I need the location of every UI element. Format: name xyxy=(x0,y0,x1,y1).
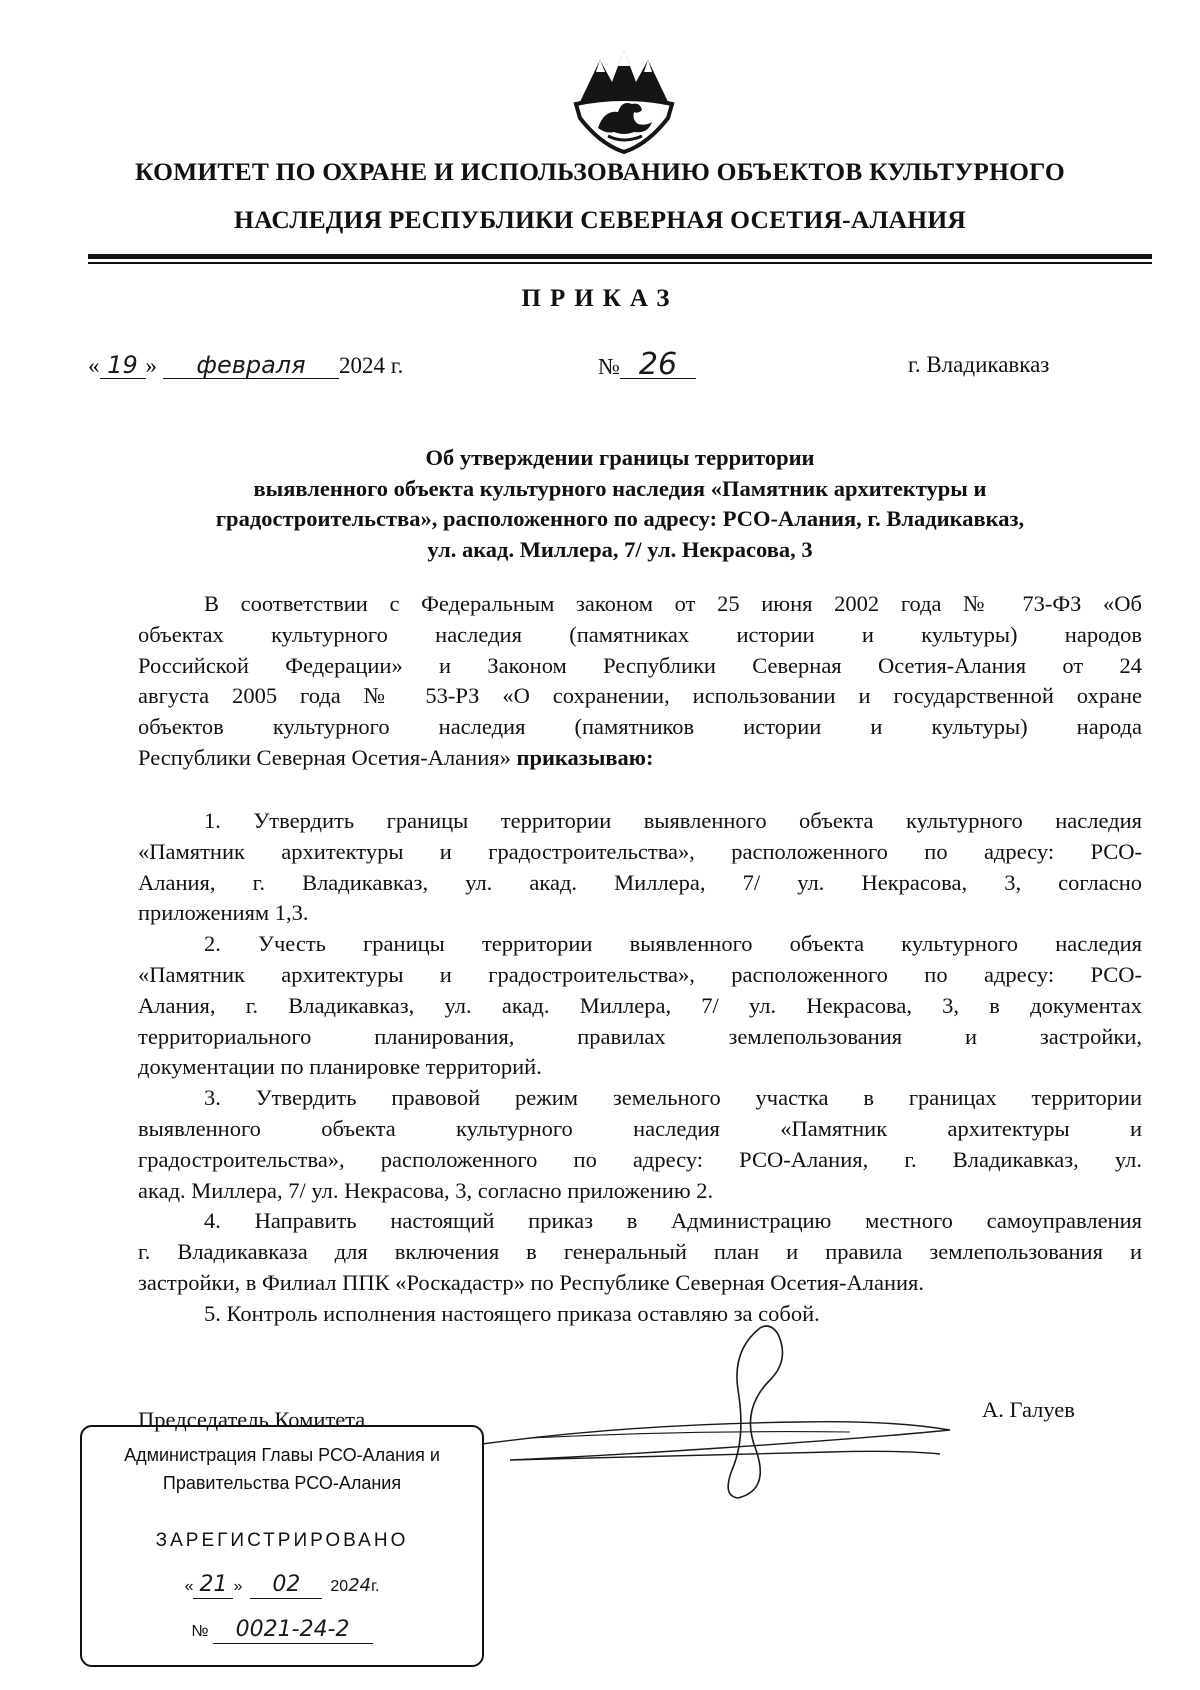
subject-line: ул. акад. Миллера, 7/ ул. Некрасова, 3 xyxy=(427,536,813,562)
organization-name-line2: НАСЛЕДИЯ РЕСПУБЛИКИ СЕВЕРНАЯ ОСЕТИЯ-АЛАНИЯ xyxy=(234,205,966,234)
subject-line: Об утверждении границы территории xyxy=(425,445,815,470)
item-line: 4. Направить настоящий приказ в Администрацию местного самоуправления xyxy=(204,1208,1142,1234)
stamp-number xyxy=(82,1617,482,1644)
date-quote-open: « xyxy=(88,353,100,378)
date-quote-close: » xyxy=(145,353,157,378)
subject-line: выявленного объекта культурного наследия «Памятник архитектуры и xyxy=(253,475,987,501)
item-line: территориального планирования, правилах землепользования и застройки, xyxy=(138,1023,1142,1049)
stamp-status: ЗАРЕГИСТРИРОВАНО xyxy=(155,1530,409,1551)
order-city: г. Владикавказ xyxy=(908,352,1050,377)
stamp-number-handwritten: 0021-24-2 xyxy=(213,1617,373,1644)
order-number-handwritten: 26 xyxy=(620,352,696,379)
stamp-date xyxy=(82,1572,482,1599)
organization-name-line1: КОМИТЕТ ПО ОХРАНЕ И ИСПОЛЬЗОВАНИЮ ОБЪЕКТОВ КУЛЬТУРНОГО xyxy=(135,157,1065,186)
date-month-handwritten: февраля xyxy=(163,352,339,379)
order-directive: приказываю: xyxy=(516,744,654,770)
date-year: 2024 г. xyxy=(339,353,404,378)
header-rule-thick xyxy=(88,254,1152,259)
date-day-handwritten: 19 xyxy=(100,352,146,379)
item-line: «Памятник архитектуры и градостроительства», расположенного по адресу: РСО- xyxy=(138,838,1142,864)
document-type-title: ПРИКАЗ xyxy=(521,285,679,312)
item-line: документации по планировке территорий. xyxy=(138,1054,542,1080)
preamble-line: Республики Северная Осетия-Алания» xyxy=(138,744,511,770)
stamp-authority-line: Правительства РСО-Алания xyxy=(162,1473,402,1493)
signatory-name: А. Галуев xyxy=(982,1397,1075,1422)
item-line: «Памятник архитектуры и градостроительства», расположенного по адресу: РСО- xyxy=(138,961,1142,987)
order-number xyxy=(598,347,696,382)
item-line: 5. Контроль исполнения настоящего приказа оставляю за собой. xyxy=(204,1300,820,1326)
order-item-1 xyxy=(138,806,1142,929)
coat-of-arms-emblem-icon xyxy=(568,44,680,156)
item-line: акад. Миллера, 7/ ул. Некрасова, 3, согласно приложению 2. xyxy=(138,1177,714,1203)
stamp-quote-close: » xyxy=(233,1578,243,1595)
order-subject xyxy=(120,443,1120,565)
item-line: 3. Утвердить правовой режим земельного участка в границах территории xyxy=(204,1085,1142,1111)
order-item-2 xyxy=(138,929,1142,1083)
handwritten-signature-icon xyxy=(470,1320,1030,1510)
item-line: 1. Утвердить границы территории выявленного объекта культурного наследия xyxy=(204,808,1142,833)
item-line: 2. Учесть границы территории выявленного объекта культурного наследия xyxy=(204,931,1142,957)
stamp-year-suffix: г. xyxy=(371,1578,380,1595)
item-line: выявленного объекта культурного наследия «Памятник архитектуры и xyxy=(138,1115,1142,1141)
preamble-line: Российской Федерации» и Законом Республики Северная Осетия-Алания от 24 xyxy=(138,652,1142,678)
stamp-authority xyxy=(82,1441,482,1497)
stamp-quote-open: « xyxy=(184,1578,194,1595)
order-items xyxy=(138,806,1142,1330)
order-date xyxy=(88,352,403,379)
preamble-line: августа 2005 года № 53-РЗ «О сохранении, использовании и государственной охране xyxy=(138,683,1142,709)
subject-line: градостроительства», расположенного по адресу: РСО-Алания, г. Владикавказ, xyxy=(215,506,1025,531)
item-line: градостроительства», расположенного по адресу: РСО-Алания, г. Владикавказ, ул. xyxy=(138,1146,1142,1172)
item-line: Алания, г. Владикавказ, ул. акад. Миллера, 7/ ул. Некрасова, 3, в документах xyxy=(138,992,1142,1018)
preamble-line: объектов культурного наследия (памятников истории и культуры) народа xyxy=(138,714,1142,740)
registration-stamp xyxy=(80,1425,484,1667)
order-number-label: № xyxy=(598,354,620,379)
stamp-year-handwritten: 24 xyxy=(348,1575,372,1596)
preamble-line: В соответствии с Федеральным законом от 25 июня 2002 года № 73-ФЗ «Об xyxy=(204,591,1142,616)
header-rule-thin xyxy=(88,262,1152,264)
item-line: г. Владикавказа для включения в генеральный план и правила землепользования и xyxy=(138,1239,1142,1265)
order-item-3 xyxy=(138,1083,1142,1206)
item-line: Алания, г. Владикавказ, ул. акад. Миллера, 7/ ул. Некрасова, 3, согласно xyxy=(138,869,1142,895)
signatory-position: Председатель Комитета xyxy=(138,1407,366,1432)
item-line: приложениям 1,3. xyxy=(138,900,309,926)
order-item-4 xyxy=(138,1206,1142,1298)
stamp-month-handwritten: 02 xyxy=(250,1572,322,1599)
preamble-line: объектах культурного наследия (памятниках истории и культуры) народов xyxy=(138,621,1142,647)
stamp-day-handwritten: 21 xyxy=(193,1572,233,1599)
stamp-authority-line: Администрация Главы РСО-Алания и xyxy=(124,1445,440,1465)
stamp-year-prefix: 20 xyxy=(330,1578,349,1595)
preamble-paragraph xyxy=(138,589,1142,774)
item-line: застройки, в Филиал ППК «Роскадастр» по Республике Северная Осетия-Алания. xyxy=(138,1269,924,1295)
preamble-last-line xyxy=(138,743,1142,774)
stamp-number-label: № xyxy=(191,1623,209,1640)
